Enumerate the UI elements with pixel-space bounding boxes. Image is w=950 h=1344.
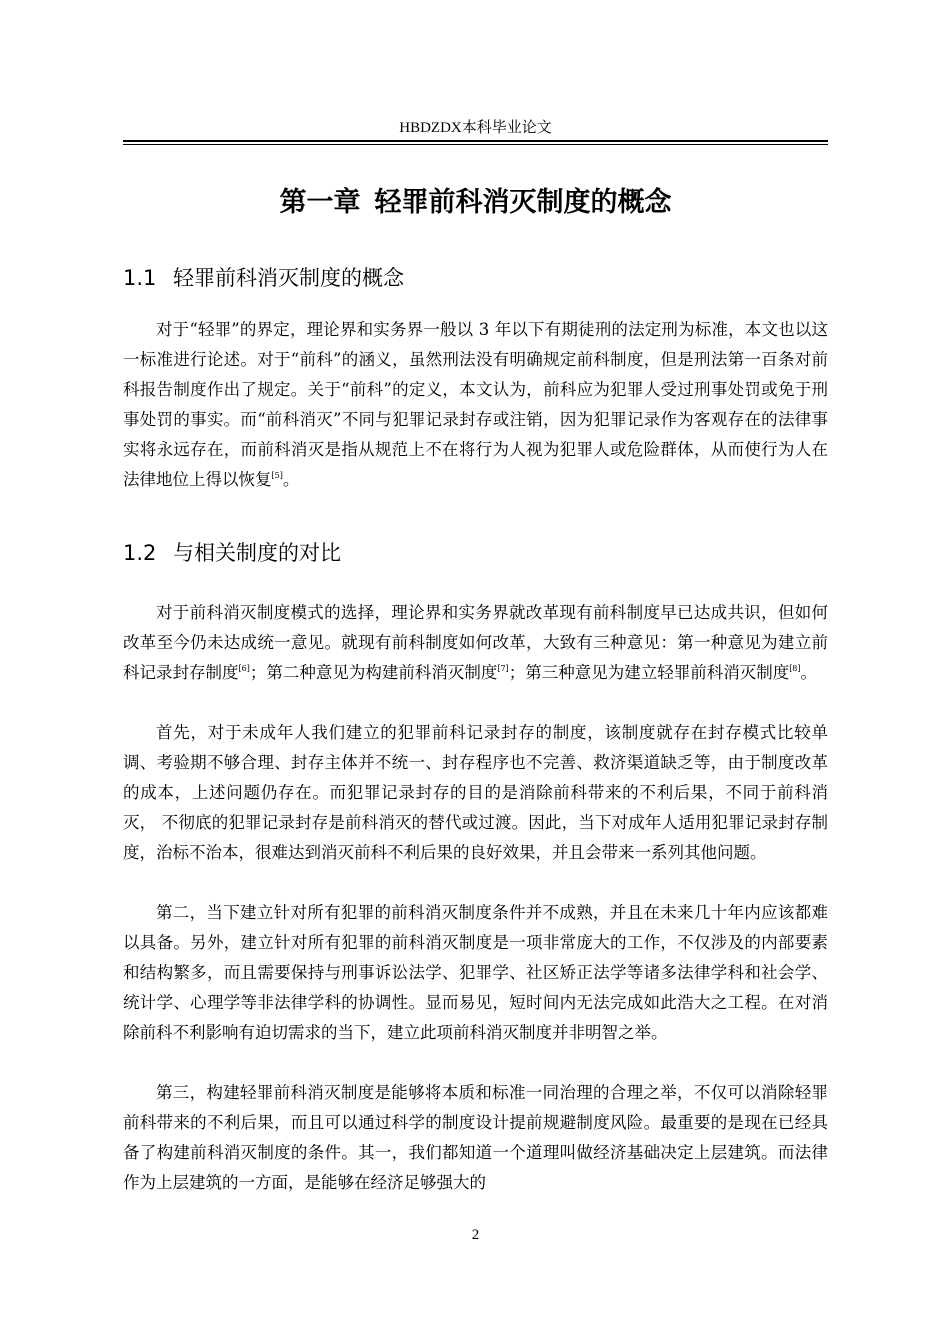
chapter-heading (123, 183, 828, 223)
page-number: 2 (471, 1227, 480, 1243)
chapter-title: 轻罪前科消灭制度的概念 (374, 187, 672, 218)
section-title: 与相关制度的对比 (173, 541, 341, 565)
header-rule-thin (123, 144, 828, 145)
paragraph: 首先，对于未成年人我们建立的犯罪前科记录封存的制度，该制度就存在封存模式比较单调、考验期不够合理、封存主体并不统一、封存程序也不完善、救济渠道缺乏等，由于制度改革的成本，上述问题仍存在。而犯罪记录封存的目的是消除前科带来的不利后果，不同于前科消灭， 不彻底的犯罪记录封存是前科消灭的替代或过渡。因此，当下对成年人适用犯罪记录封存制度，治标不治本，很难达到消灭前科不利后果的良好效果，并且会带来一系列其他问题。 (123, 723, 828, 862)
section-number: 1.1 (123, 266, 157, 290)
running-header: HBDZDX本科毕业论文 (399, 120, 552, 136)
header-rule-thick (123, 140, 828, 142)
paragraph: 第三，构建轻罪前科消灭制度是能够将本质和标准一同治理的合理之举，不仅可以消除轻罪前科带来的不利后果，而且可以通过科学的制度设计提前规避制度风险。最重要的是现在已经具备了构建前科消灭制度的条件。其一，我们都知道一个道理叫做经济基础决定上层建筑。而法律作为上层建筑的一方面，是能够在经济足够强大的 (123, 1083, 828, 1192)
citation-ref: [7] (497, 664, 509, 673)
citation-ref: [5] (271, 471, 283, 480)
paragraph: 第二，当下建立针对所有犯罪的前科消灭制度条件并不成熟，并且在未来几十年内应该都难以具备。另外，建立针对所有犯罪的前科消灭制度是一项非常庞大的工作，不仅涉及的内部要素和结构繁多，而且需要保持与刑事诉讼法学、犯罪学、社区矫正法学等诸多法律学科和社会学、统计学、心理学等非法律学科的协调性。显而易见，短时间内无法完成如此浩大之工程。在对消除前科不利影响有迫切需求的当下，建立此项前科消灭制度并非明智之举。 (123, 903, 828, 1042)
citation-ref: [8] (789, 664, 801, 673)
paragraph: 对于“轻罪”的界定，理论界和实务界一般以 3 年以下有期徒刑的法定刑为标准，本文也以这一标准进行论述。对于“前科”的涵义，虽然刑法没有明确规定前科制度，但是刑法第一百条对前科报告制度作出了规定。关于“前科”的定义，本文认为，前科应为犯罪人受过刑事处罚或免于刑事处罚的事实。而“前科消灭”不同与犯罪记录封存或注销，因为犯罪记录作为客观存在的法律事实将永远存在，而前科消灭是指从规范上不在将行为人视为犯罪人或危险群体，从而使行为人在法律地位上得以恢复[5]。 (123, 320, 828, 489)
section-heading-1-1 (123, 263, 828, 293)
paragraph: 对于前科消灭制度模式的选择，理论界和实务界就改革现有前科制度早已达成共识，但如何改革至今仍未达成统一意见。就现有前科制度如何改革，大致有三种意见：第一种意见为建立前科记录封存制度[6]；第二种意见为构建前科消灭制度[7]；第三种意见为建立轻罪前科消灭制度[8]。 (123, 603, 828, 682)
section-number: 1.2 (123, 541, 157, 565)
chapter-label: 第一章 (279, 187, 361, 218)
citation-ref: [6] (238, 664, 250, 673)
section-title: 轻罪前科消灭制度的概念 (173, 266, 404, 290)
section-heading-1-2 (123, 538, 828, 568)
